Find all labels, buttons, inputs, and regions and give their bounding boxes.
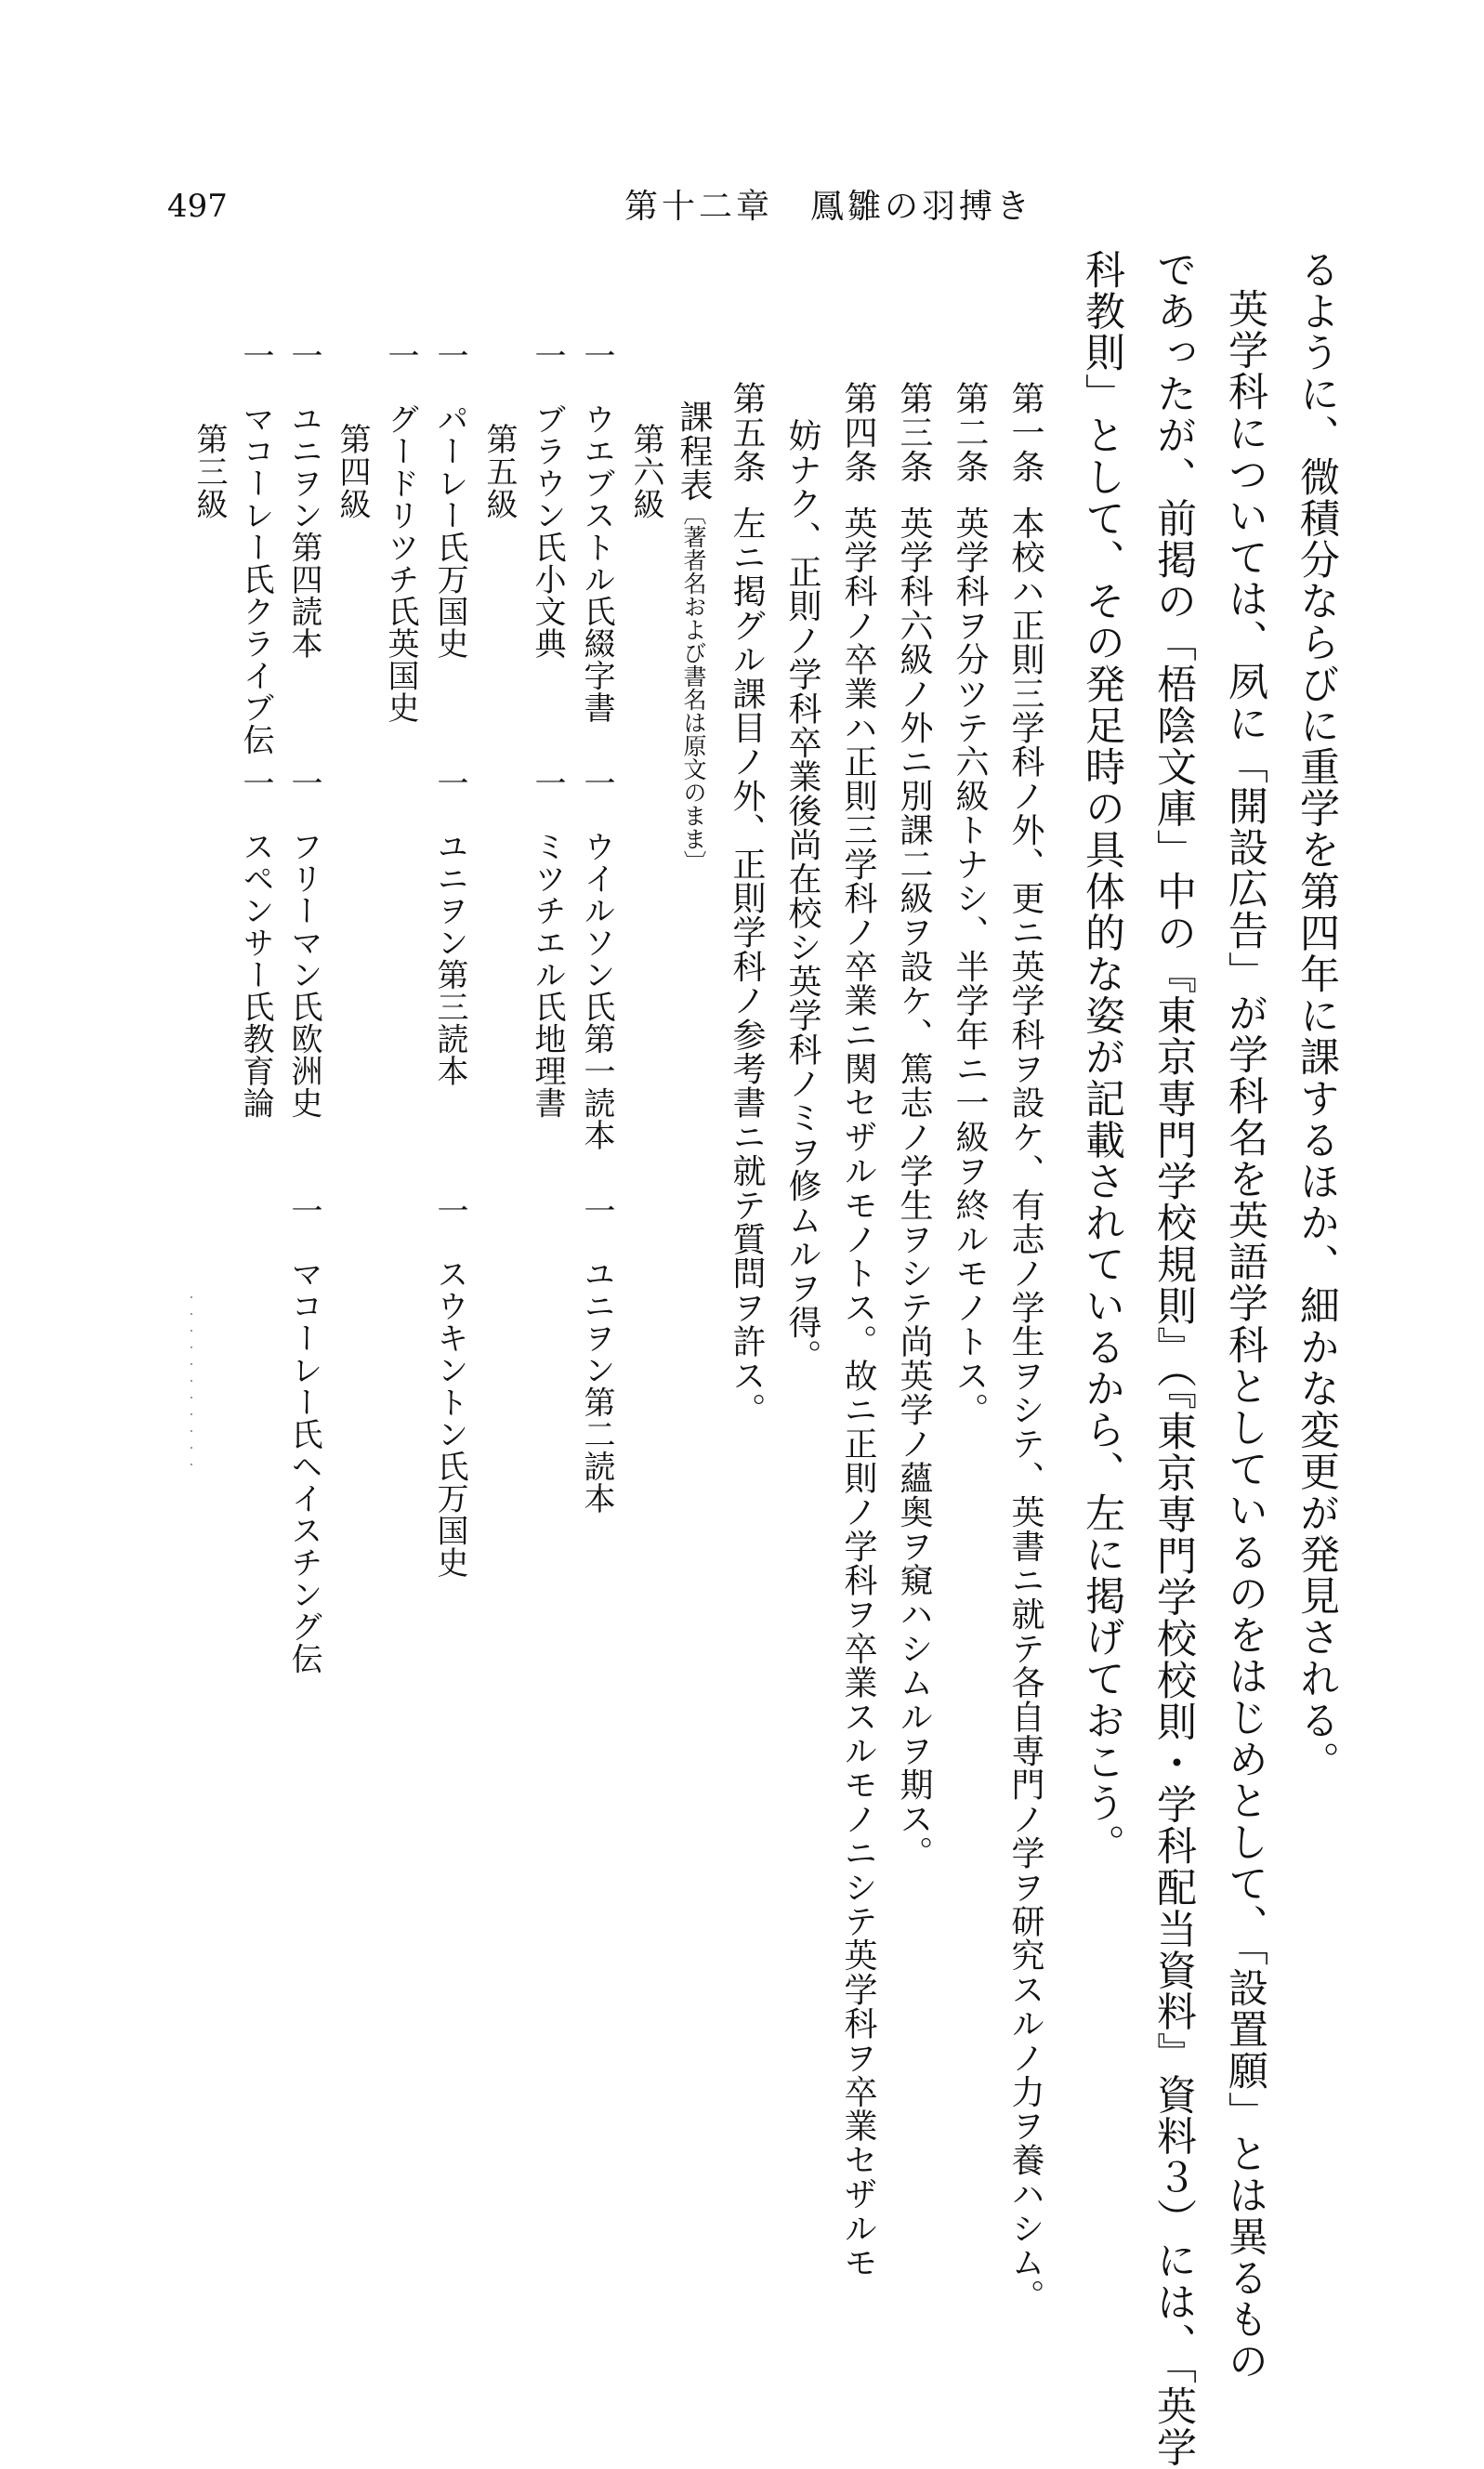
book-entry: 一マコーレー氏クライブ伝 — [237, 339, 274, 755]
article-text: 英学科ノ卒業ハ正則三学科ノ卒業ニ関セザルモノトス。故ニ正則ノ学科ヲ卒業スルモノニシテ英学科ヲ卒業セザルモ — [839, 506, 877, 2279]
grade-heading: 第五級 — [480, 423, 518, 520]
grade-heading: 第三級 — [190, 423, 228, 520]
scan-dots-decoration — [190, 1296, 192, 1473]
curriculum-note: 〔著者名および書名は原文のまま〕 — [680, 502, 707, 874]
book-entry: 一ウイルソン氏第一読本 — [578, 767, 615, 1151]
article-label: 第二条 — [951, 381, 989, 484]
article-label: 第五条 — [728, 381, 766, 484]
book-entry: 一スペンサー氏教育論 — [237, 767, 274, 1119]
book-entry: 一マコーレー氏ヘイスチング伝 — [285, 1194, 322, 1674]
dash-mark: 一 — [578, 1194, 615, 1227]
running-title: 第十二章 鳳雛の羽搏き — [624, 188, 1034, 226]
dash-mark: 一 — [285, 339, 322, 372]
curriculum-title — [675, 400, 713, 874]
article-text: 英学科六級ノ外ニ別課二級ヲ設ケ、篤志ノ学生ヲシテ尚英学ノ蘊奥ヲ窺ハシムルヲ期ス。 — [895, 506, 933, 1871]
article-5 — [728, 381, 766, 1427]
dash-mark: 一 — [382, 339, 419, 372]
article-1 — [1008, 381, 1042, 2313]
dash-mark: 一 — [285, 1194, 322, 1227]
article-text: 本校ハ正則三学科ノ外、更ニ英学科ヲ設ケ、有志ノ学生ヲシテ、英書ニ就テ各自専門ノ学ヲ研究スルノ力ヲ養ハシム。 — [1006, 506, 1044, 2314]
dash-mark: 一 — [431, 767, 468, 799]
dash-mark: 一 — [237, 767, 274, 799]
article-4-continued — [785, 418, 819, 1373]
article-3 — [895, 381, 933, 1871]
dash-mark: 一 — [529, 339, 566, 372]
article-2 — [951, 381, 989, 1427]
page-number: 497 — [167, 188, 228, 225]
article-label: 第一条 — [1006, 381, 1044, 484]
book-entry: 一スウキントン氏万国史 — [431, 1194, 468, 1579]
dash-mark: 一 — [529, 767, 566, 799]
article-text: 妨ナク、正則ノ学科卒業後尚在校シ英学科ノミヲ修ムルヲ得。 — [783, 418, 821, 1373]
curriculum-title-text: 課程表 — [675, 400, 713, 503]
book-entry: 一ユニヲン第三読本 — [431, 767, 468, 1087]
book-entry: 一パーレー氏万国史 — [431, 339, 468, 660]
grade-heading: 第四級 — [334, 423, 371, 520]
grade-heading: 第六級 — [627, 423, 664, 520]
dash-mark: 一 — [237, 339, 274, 372]
article-text: 英学科ヲ分ツテ六級トナシ、半学年ニ一級ヲ終ルモノトス。 — [951, 506, 989, 1427]
dash-mark: 一 — [578, 339, 615, 372]
body-line: であったが、前掲の「梧陰文庫」中の『東京専門学校規則』（『東京専門学校校則・学科配当資料』資料３）には、「英学 — [1150, 249, 1197, 2469]
book-entry: 一ユニヲン第四読本 — [285, 339, 322, 660]
dash-mark: 一 — [431, 339, 468, 372]
book-entry: 一ウエブストル氏綴字書 — [578, 339, 615, 724]
book-entry: 一ミツチエル氏地理書 — [529, 767, 566, 1119]
dash-mark: 一 — [578, 767, 615, 799]
body-line: 英学科については、夙に「開設広告」が学科名を英語学科としているのをはじめとして、「設置願」とは異るもの — [1222, 288, 1268, 2383]
body-line: 科教則」として、その発足時の具体的な姿が記載されているから、左に掲げておこう。 — [1079, 249, 1125, 1866]
book-entry: 一ブラウン氏小文典 — [529, 339, 566, 660]
article-text: 左ニ掲グル課目ノ外、正則学科ノ参考書ニ就テ質問ヲ許ス。 — [728, 506, 766, 1427]
body-line: るように、微積分ならびに重学を第四年に課するほか、細かな変更が発見される。 — [1294, 249, 1340, 1783]
dash-mark: 一 — [431, 1194, 468, 1227]
dash-mark: 一 — [285, 767, 322, 799]
book-entry: 一ユニヲン第二読本 — [578, 1194, 615, 1515]
book-entry: 一フリーマン氏欧洲史 — [285, 767, 322, 1119]
article-label: 第四条 — [839, 381, 877, 484]
article-4 — [839, 381, 877, 2279]
book-entry: 一グードリツチ氏英国史 — [382, 339, 419, 724]
article-label: 第三条 — [895, 381, 933, 484]
